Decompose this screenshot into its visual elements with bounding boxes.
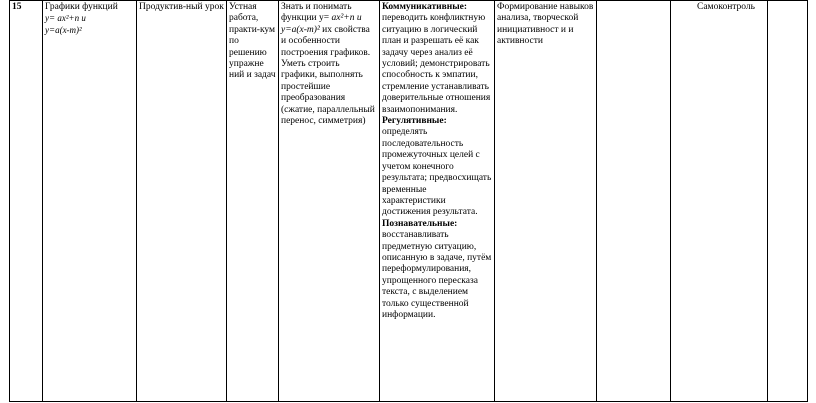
activities-cell bbox=[227, 1, 279, 402]
knowledge-formula-a: ax²+n bbox=[331, 13, 355, 24]
regulatory-text: определять последовательность промежуточных целей с учетом конечного результата; предвосхищать временные характеристики достижения результата. bbox=[382, 127, 492, 218]
lesson-type-cell bbox=[137, 1, 227, 402]
activities-text: Устная работа, практи-кум по решению упражне ний и задач bbox=[229, 2, 276, 81]
cognitive-title: Познавательные: bbox=[382, 218, 458, 229]
control-cell bbox=[671, 1, 768, 402]
topic-cell bbox=[43, 1, 137, 402]
topic-formula-2: y=a(x-m)² bbox=[45, 24, 82, 35]
communicative-title: Коммуникативные: bbox=[382, 2, 467, 12]
cognitive-text: восстанавливать предметную ситуацию, описанную в задаче, путём переформулирования, упрощенного пересказа текста, с выделением только существенной информации. bbox=[382, 230, 492, 320]
last-cell bbox=[768, 1, 808, 402]
knowledge-rest: их свойства и особенности построения графиков. Уметь строить графики, выполнять простейшие преобразования (сжатие, параллельный перенос, симметрия) bbox=[281, 24, 375, 127]
table-row bbox=[10, 1, 808, 402]
knowledge-line-1: Знать и понимать функции y= bbox=[281, 2, 352, 24]
communicative-text: переводить конфликтную ситуацию в логический план и разрешать её как задачу через анализ её условий; демонстрировать способность к эмпатии, стремление устанавливать доверительные отношения взаимопонимания. bbox=[382, 13, 491, 115]
lesson-plan-table bbox=[9, 0, 808, 402]
regulatory-title: Регулятивные: bbox=[382, 116, 447, 127]
knowledge-line-2: и y=a(x-m)² bbox=[281, 13, 362, 35]
lesson-type: Продуктив-ный урок bbox=[139, 2, 224, 12]
topic-formula-1: y= ax²+n и bbox=[45, 13, 86, 24]
lesson-number-cell bbox=[10, 1, 43, 402]
knowledge-cell bbox=[279, 1, 380, 402]
empty-cell bbox=[597, 1, 671, 402]
personal-results-text: Формирование навыков анализа, творческой инициативност и и активности bbox=[497, 2, 594, 47]
topic-title: Графики функций bbox=[45, 2, 118, 12]
personal-results-cell bbox=[495, 1, 597, 402]
lesson-number: 15 bbox=[12, 2, 22, 12]
uud-cell bbox=[380, 1, 495, 402]
control-text: Самоконтроль bbox=[697, 2, 755, 12]
